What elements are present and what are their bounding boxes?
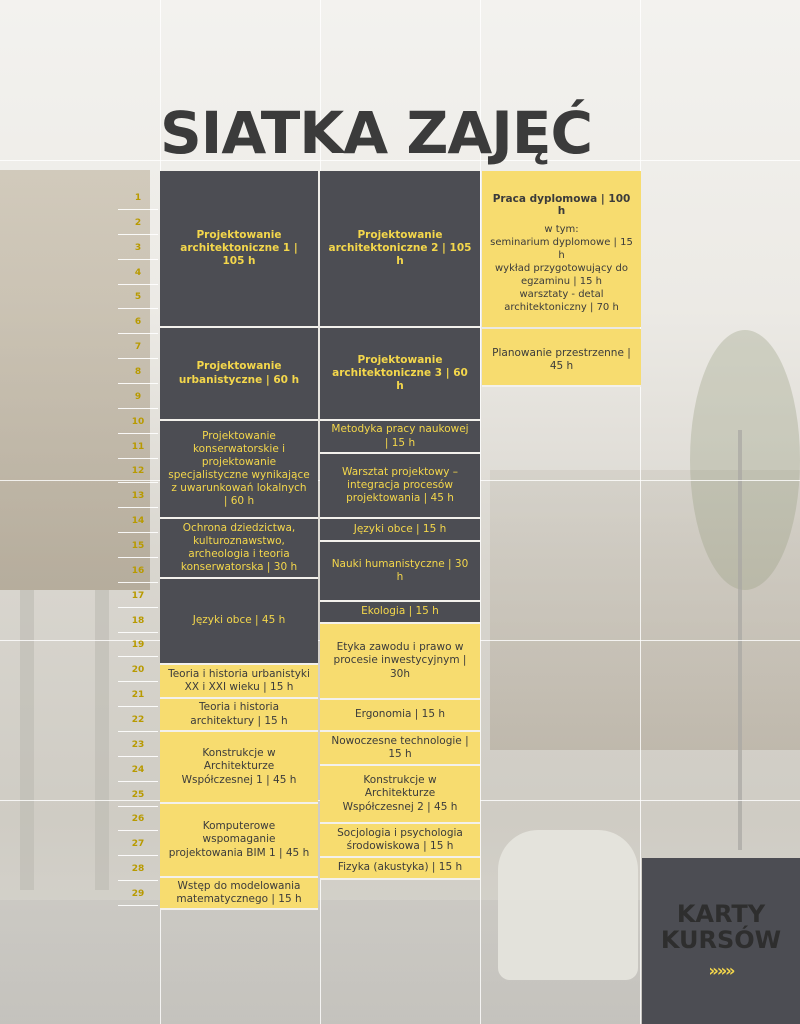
row-number: 9 [134, 392, 142, 402]
course-nowoczesne-technologie: Nowoczesne technologie | 15 h [320, 732, 480, 766]
row-tick [118, 507, 158, 508]
row-number: 17 [131, 591, 145, 601]
course-projektowanie-architektoniczne-2: Projektowanie architektoniczne 2 | 105 h [320, 171, 480, 328]
row-tick [118, 458, 158, 459]
row-number: 16 [131, 566, 145, 576]
row-tick [118, 756, 158, 757]
row-number: 5 [134, 292, 142, 302]
course-projektowanie-architektoniczne-1: Projektowanie architektoniczne 1 | 105 h [160, 171, 318, 328]
row-tick [118, 482, 158, 483]
row-number: 14 [131, 516, 145, 526]
left-pillar-2 [95, 590, 109, 890]
row-number: 2 [134, 218, 142, 228]
row-number: 1 [134, 193, 142, 203]
course-projektowanie-urbanistyczne: Projektowanie urbanistyczne | 60 h [160, 328, 318, 421]
course-ochrona-dziedzictwa: Ochrona dziedzictwa, kulturoznawstwo, archeologia i teoria konserwatorska | 30 h [160, 519, 318, 579]
praca-title: Praca dyplomowa | 100 h [492, 193, 631, 217]
course-praca-dyplomowa [482, 171, 641, 327]
row-tick [118, 731, 158, 732]
row-tick [118, 806, 158, 807]
karty-kursow-label [661, 902, 781, 952]
course-bim-1: Komputerowe wspomaganie projektowania BIM 1 | 45 h [160, 804, 318, 878]
row-number: 12 [131, 466, 145, 476]
row-number: 22 [131, 715, 145, 725]
praca-line: seminarium dyplomowe | 15 h [490, 237, 633, 261]
course-ergonomia: Ergonomia | 15 h [320, 700, 480, 732]
course-konstrukcje-1: Konstrukcje w Architekturze Współczesnej 1 | 45 h [160, 732, 318, 804]
row-number: 29 [131, 889, 145, 899]
course-teoria-historia-architektury: Teoria i historia architektury | 15 h [160, 699, 318, 732]
row-number: 8 [134, 367, 142, 377]
course-jezyki-obce-2: Języki obce | 15 h [320, 519, 480, 542]
course-fizyka: Fizyka (akustyka) | 15 h [320, 858, 480, 880]
row-number: 4 [134, 268, 142, 278]
row-tick [118, 632, 158, 633]
course-socjologia: Socjologia i psychologia środowiskowa | 15 h [320, 824, 480, 858]
praca-line: warsztaty - detal architektoniczny | 70 h [504, 289, 619, 313]
row-tick [118, 557, 158, 558]
gridline [640, 0, 641, 1024]
karty-kursow-button[interactable] [642, 858, 800, 1024]
row-number: 19 [131, 640, 145, 650]
course-jezyki-obce-1: Języki obce | 45 h [160, 579, 318, 665]
row-tick [118, 607, 158, 608]
course-wstep-modelowania: Wstęp do modelowania matematycznego | 15 h [160, 878, 318, 910]
row-tick [118, 706, 158, 707]
karty-line-2: KURSÓW [660, 925, 782, 954]
course-ekologia: Ekologia | 15 h [320, 602, 480, 624]
row-number: 7 [134, 342, 142, 352]
vehicle [498, 830, 638, 980]
praca-line: w tym: [544, 224, 579, 235]
course-projektowanie-konserwatorskie: Projektowanie konserwatorskie i projektowanie specjalistyczne wynikające z uwarunkowań lokalnych | 60 h [160, 421, 318, 519]
row-tick [118, 532, 158, 533]
row-tick [118, 681, 158, 682]
praca-line: wykład przygotowujący do egzaminu | 15 h [495, 263, 628, 287]
row-tick [118, 905, 158, 906]
row-tick [118, 284, 158, 285]
row-number: 27 [131, 839, 145, 849]
row-tick [118, 408, 158, 409]
karty-line-1: KARTY [676, 900, 766, 929]
row-tick [118, 433, 158, 434]
row-tick [118, 880, 158, 881]
course-nauki-humanistyczne: Nauki humanistyczne | 30 h [320, 542, 480, 602]
row-number: 21 [131, 690, 145, 700]
chevrons-right-icon: »»» [708, 960, 734, 980]
row-tick [118, 333, 158, 334]
left-pillar [20, 590, 34, 890]
course-planowanie-przestrzenne: Planowanie przestrzenne | 45 h [482, 329, 641, 387]
row-number: 24 [131, 765, 145, 775]
row-tick [118, 259, 158, 260]
row-number: 10 [131, 417, 145, 427]
row-number: 28 [131, 864, 145, 874]
row-tick [118, 234, 158, 235]
row-tick [118, 209, 158, 210]
row-number: 6 [134, 317, 142, 327]
row-number: 15 [131, 541, 145, 551]
row-number: 23 [131, 740, 145, 750]
row-tick [118, 308, 158, 309]
left-building [0, 170, 150, 590]
row-tick [118, 582, 158, 583]
course-warsztat-projektowy: Warsztat projektowy – integracja procesów projektowania | 45 h [320, 454, 480, 519]
row-number: 13 [131, 491, 145, 501]
row-number: 25 [131, 790, 145, 800]
page-title: SIATKA ZAJĘĆ [160, 99, 593, 167]
course-metodyka-pracy: Metodyka pracy naukowej | 15 h [320, 421, 480, 454]
row-tick [118, 830, 158, 831]
row-number: 18 [131, 616, 145, 626]
course-teoria-historia-urbanistyki: Teoria i historia urbanistyki XX i XXI wieku | 15 h [160, 665, 318, 699]
row-number: 26 [131, 814, 145, 824]
row-tick [118, 781, 158, 782]
right-tree [690, 330, 800, 590]
row-number: 20 [131, 665, 145, 675]
row-tick [118, 358, 158, 359]
row-tick [118, 383, 158, 384]
row-number: 3 [134, 243, 142, 253]
course-konstrukcje-2: Konstrukcje w Architekturze Współczesnej 2 | 45 h [320, 766, 480, 824]
row-tick [118, 855, 158, 856]
row-number: 11 [131, 442, 145, 452]
course-etyka-zawodu: Etyka zawodu i prawo w procesie inwestycyjnym | 30h [320, 624, 480, 700]
row-tick [118, 656, 158, 657]
course-projektowanie-architektoniczne-3: Projektowanie architektoniczne 3 | 60 h [320, 328, 480, 421]
